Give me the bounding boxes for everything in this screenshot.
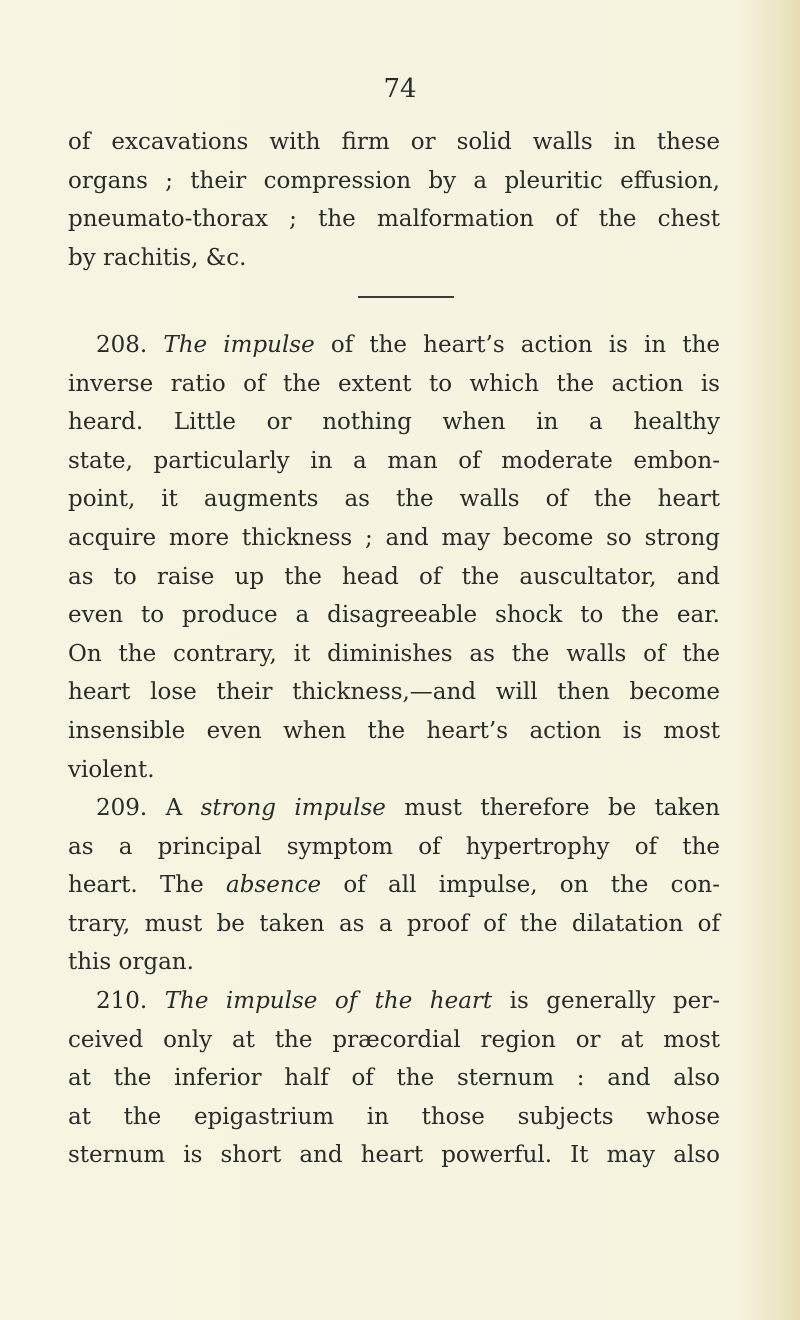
page-number: 74 [383,74,417,104]
italic-term: strong impulse [200,795,386,821]
text-line [68,789,720,828]
italic-term: absence [226,872,322,899]
text-fragment: must be taken as a proof of the dilatation of [144,910,720,937]
italic-term: The impulse [163,332,315,358]
paragraph-209 [68,789,720,982]
text-line [68,905,720,944]
text-line: pneumato-thorax ; the malformation of the chest [68,206,720,233]
text-line: On the contrary, it diminishes as the walls of the [68,640,720,667]
text-line: state, particularly in a man of moderate embon- [68,447,720,474]
text-line: at the epigastrium in those subjects whose [68,1103,720,1130]
text-line: heard. Little or nothing when in a healthy [68,409,720,436]
text-fragment: of all impulse, on the con- [321,872,720,899]
text-line [68,982,720,1021]
text-line: at the inferior half of the sternum : and also [68,1065,720,1092]
paragraph-number: 208. [96,332,148,358]
text-line: ceived only at the præcordial region or at most [68,1026,720,1053]
text-line: sternum is short and heart powerful. It may also [68,1142,720,1169]
text-fragment: A [165,795,201,821]
text-line: acquire more thickness ; and may become so strong [68,524,720,551]
text-fragment: trary, [68,910,145,937]
paragraph-number: 210. [96,988,148,1014]
text-line [68,866,720,905]
paragraph-210 [68,982,720,1175]
text-line: organs ; their compression by a pleuritic effusion, [68,167,720,194]
text-line: inverse ratio of the extent to which the action is [68,370,720,397]
text-line: insensible even when the heart’s action is most [68,717,720,744]
text-line: this organ. [68,949,194,976]
text-line: point, it augments as the walls of the heart [68,486,720,513]
paragraph-continuation [68,123,720,277]
text-line: heart lose their thickness,—and will then become [68,679,720,706]
text-line [68,326,720,365]
paragraph-number: 209. [96,795,148,821]
text-fragment: The [137,872,226,899]
text-line: even to produce a disagreeable shock to the ear. [68,602,720,629]
text-fragment: of the heart’s action is in the [314,332,720,358]
text-line: as a principal symptom of hypertrophy of the [68,833,720,860]
text-line: as to raise up the head of the auscultator, and [68,563,720,590]
text-line: by rachitis, &c. [68,244,247,271]
text-line: of excavations with firm or solid walls in these [68,129,720,155]
section-divider [358,296,454,298]
italic-term: The impulse of the heart [164,988,493,1014]
text-fragment: must therefore be taken [385,795,720,821]
paragraph-208 [68,326,720,789]
text-line: violent. [68,756,155,783]
text-fragment: heart. [68,872,138,899]
text-fragment: is generally per- [492,988,720,1014]
